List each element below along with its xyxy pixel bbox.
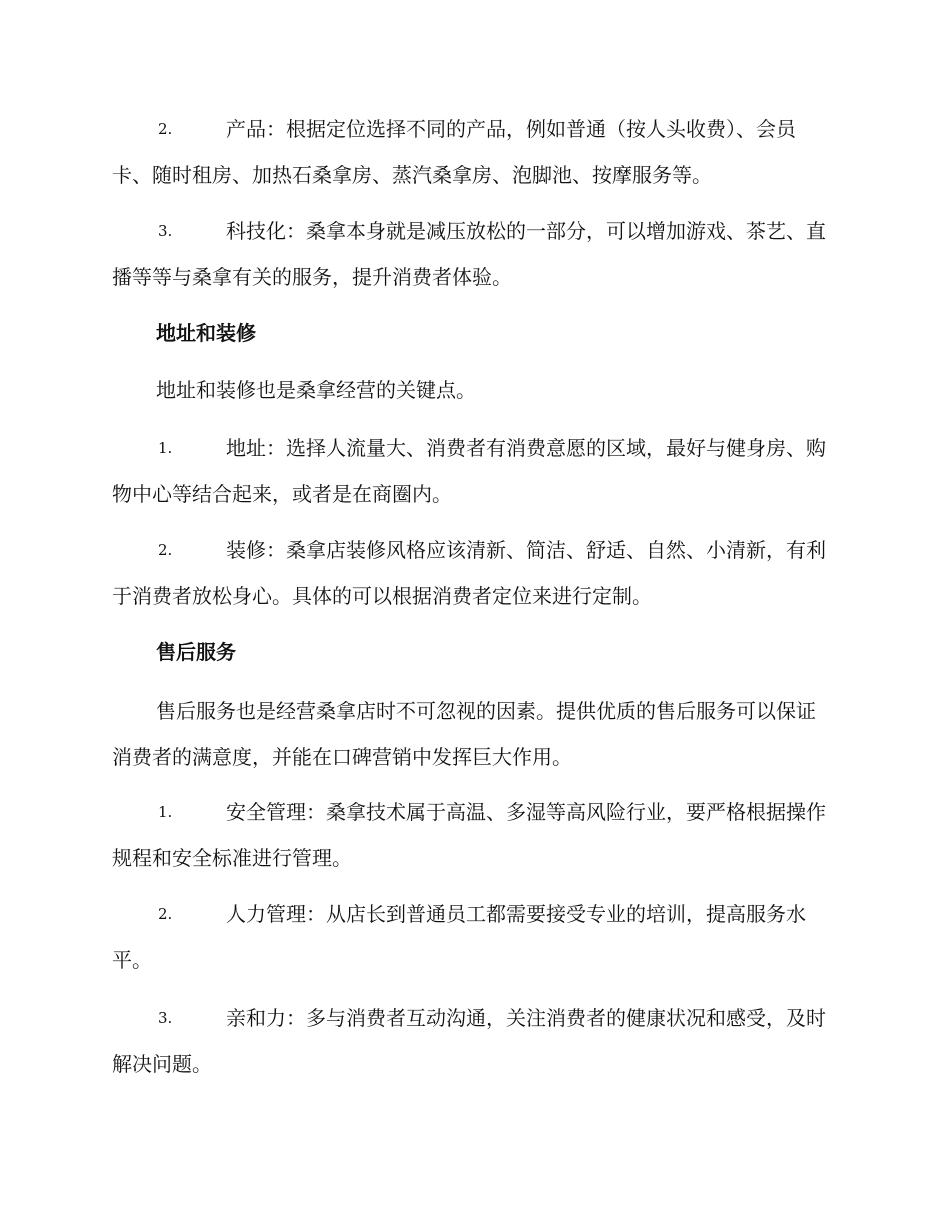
list-text: 亲和力：多与消费者互动沟通，关注消费者的健康状况和感受，及时解决问题。 xyxy=(112,1006,826,1076)
list-text: 产品：根据定位选择不同的产品，例如普通（按人头收费）、会员卡、随时租房、加热石桑拿房、蒸汽桑拿房、泡脚池、按摩服务等。 xyxy=(112,117,796,187)
list-item xyxy=(112,106,834,198)
list-text: 人力管理：从店长到普通员工都需要接受专业的培训，提高服务水平。 xyxy=(112,902,806,972)
list-number: 2. xyxy=(158,541,173,559)
list-item xyxy=(112,789,834,881)
list-item xyxy=(112,995,834,1087)
list-number: 2. xyxy=(158,120,173,138)
list-number: 2. xyxy=(158,905,173,923)
list-text: 安全管理：桑拿技术属于高温、多湿等高风险行业，要严格根据操作规程和安全标准进行管理。 xyxy=(112,800,826,870)
list-number: 1. xyxy=(158,803,173,821)
list-item xyxy=(112,527,834,619)
list-text: 地址：选择人流量大、消费者有消费意愿的区域，最好与健身房、购物中心等结合起来，或者是在商圈内。 xyxy=(112,436,826,506)
list-number: 3. xyxy=(158,222,173,240)
section-heading-location: 地址和装修 xyxy=(156,321,256,345)
list-number: 1. xyxy=(158,439,173,457)
list-item xyxy=(112,425,834,517)
section-intro-after-sales: 售后服务也是经营桑拿店时不可忽视的因素。提供优质的售后服务可以保证消费者的满意度，并能在口碑营销中发挥巨大作用。 xyxy=(112,699,816,769)
section-intro-location: 地址和装修也是桑拿经营的关键点。 xyxy=(156,378,476,402)
list-text: 装修：桑拿店装修风格应该清新、简洁、舒适、自然、小清新，有利于消费者放松身心。具体的可以根据消费者定位来进行定制。 xyxy=(112,538,826,608)
list-number: 3. xyxy=(158,1009,173,1027)
list-item xyxy=(112,208,834,300)
section-heading-after-sales: 售后服务 xyxy=(156,640,236,664)
list-text: 科技化：桑拿本身就是减压放松的一部分，可以增加游戏、茶艺、直播等等与桑拿有关的服务，提升消费者体验。 xyxy=(112,219,826,289)
list-item xyxy=(112,891,834,983)
